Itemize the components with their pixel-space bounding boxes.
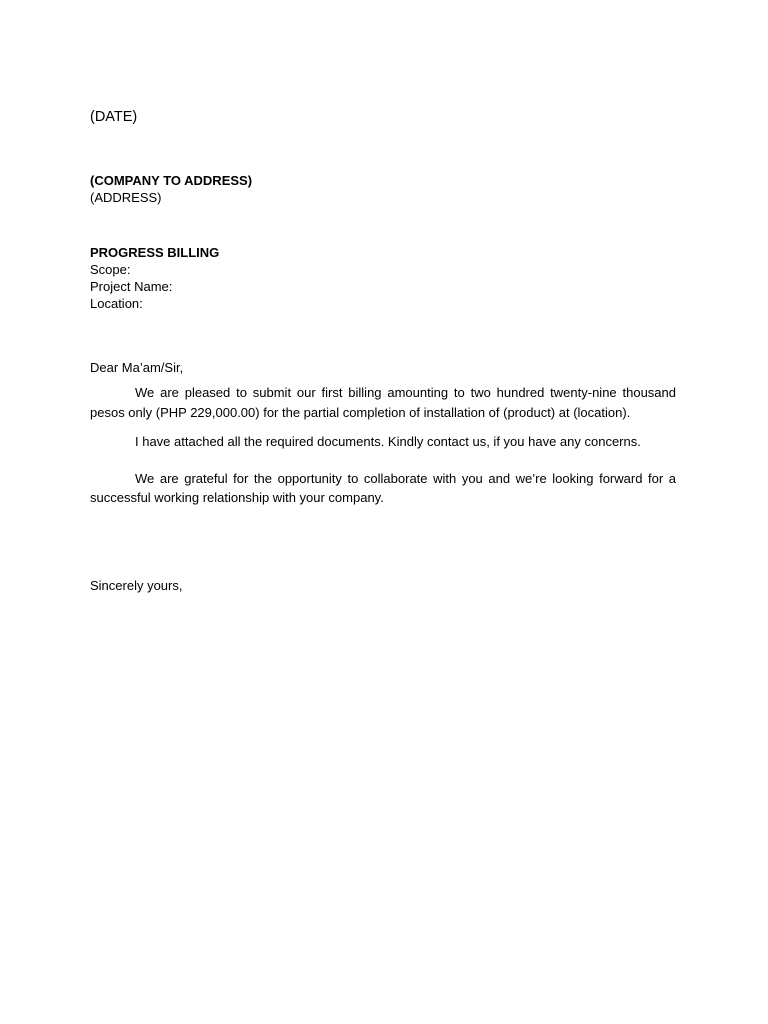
scope-label: Scope: — [90, 262, 131, 277]
letter-body — [90, 108, 676, 594]
paragraph-billing: We are pleased to submit our first billing amounting to two hundred twenty-nine thousand pesos only (PHP 229,000.00) for the partial completion of installation of (product) at (location). — [90, 385, 676, 420]
recipient-company: (COMPANY TO ADDRESS) — [90, 173, 253, 188]
subject-block — [90, 244, 676, 312]
paragraph-documents: I have attached all the required documents. Kindly contact us, if you have any concerns. — [135, 434, 641, 449]
location-label: Location: — [90, 296, 143, 311]
recipient-address: (ADDRESS) — [90, 190, 162, 205]
project-name-label: Project Name: — [90, 279, 173, 294]
paragraph-gratitude: We are grateful for the opportunity to collaborate with you and we’re looking forward for a successful working relationship with your company. — [90, 470, 676, 505]
subject-title: PROGRESS BILLING — [90, 245, 220, 260]
recipient-block — [90, 172, 676, 206]
letter-date: (DATE) — [90, 109, 138, 125]
salutation: Dear Ma’am/Sir, — [90, 360, 184, 375]
closing: Sincerely yours, — [90, 577, 183, 593]
